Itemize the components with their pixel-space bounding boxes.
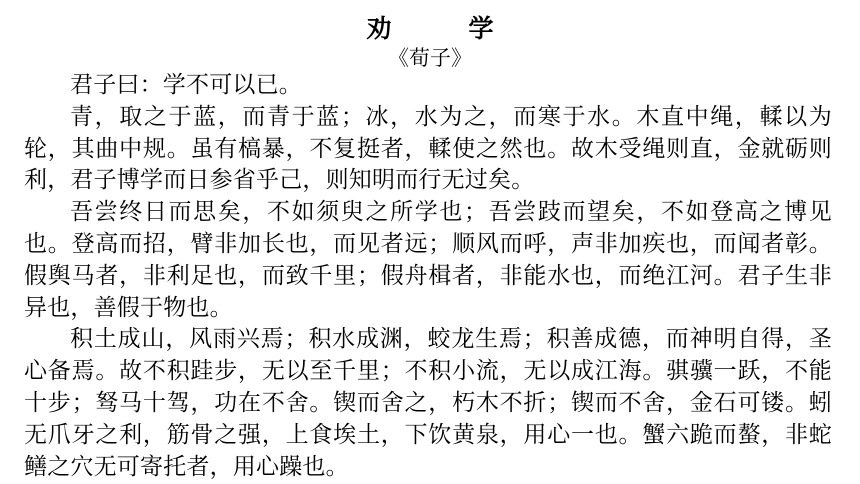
- paragraph-4: 积土成山，风雨兴焉；积水成渊，蛟龙生焉；积善成德，而神明自得，圣心备焉。故不积跬步，无以至千里；不积小流，无以成江海。骐骥一跃，不能十步；驽马十驾，功在不舍。锲而舍之，朽木不折；锲而不舍，金石可镂。蚓无爪牙之利，筋骨之强，上食埃土，下饮黄泉，用心一也。蟹六跪而螯，非蛇鳝之穴无可寄托者，用心躁也。: [24, 326, 832, 480]
- essay-author: 《荀子》: [388, 46, 472, 70]
- paragraph-1: 君子曰：学不可以已。: [70, 72, 302, 98]
- paragraph-3: 吾尝终日而思矣，不如须臾之所学也；吾尝跂而望矣，不如登高之博见也。登高而招，臂非加长也，而见者远；顺风而呼，声非加疾也，而闻者彰。假舆马者，非利足也，而致千里；假舟楫者，非能水也，而绝江河。君子生非异也，善假于物也。: [24, 199, 832, 321]
- paragraph-2: 青，取之于蓝，而青于蓝；冰，水为之，而寒于水。木直中绳，輮以为轮，其曲中规。虽有槁暴，不复挺者，輮使之然也。故木受绳则直，金就砺则利，君子博学而日参省乎己，则知明而行无过矣。: [24, 103, 832, 194]
- essay-title: 劝 学: [366, 14, 520, 43]
- essay-body: [24, 70, 832, 483]
